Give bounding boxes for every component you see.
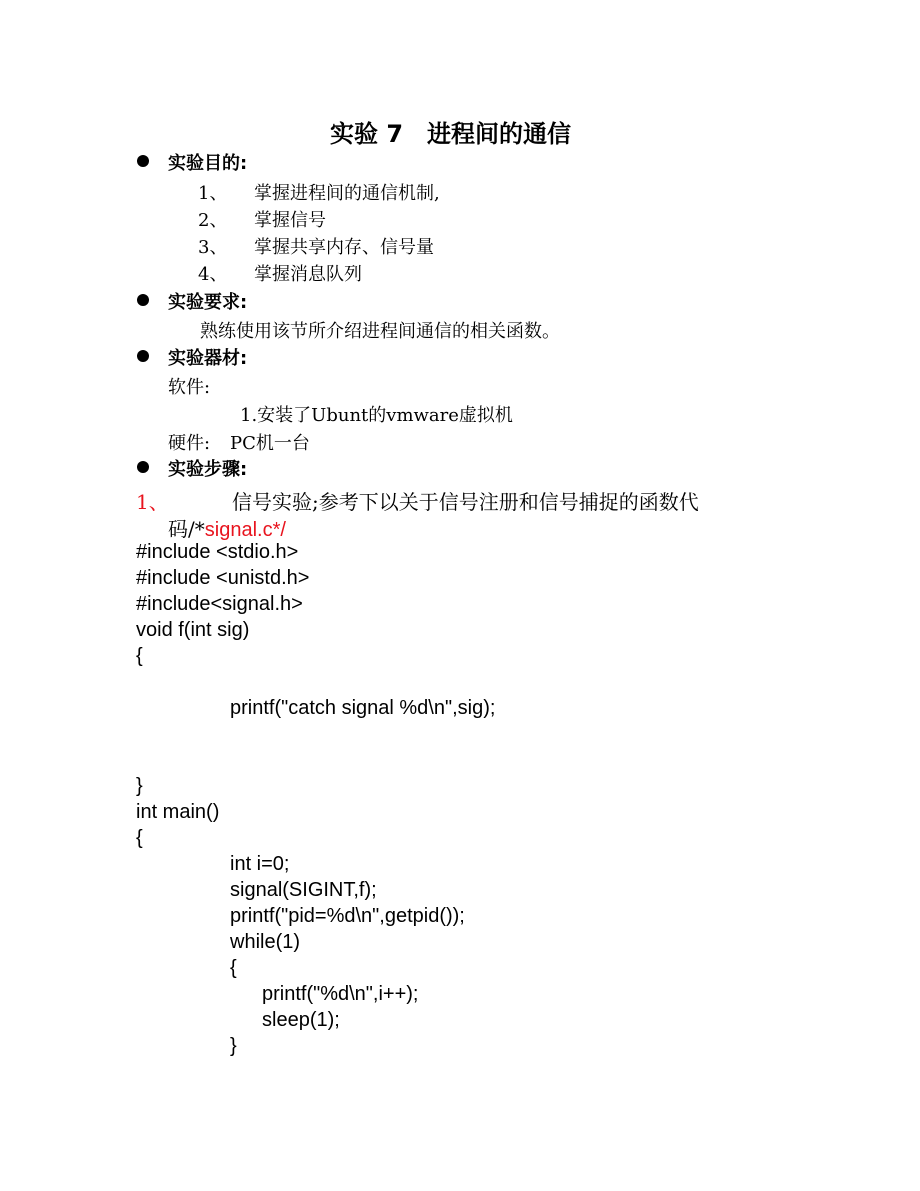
bullet-icon [137,350,149,362]
purpose-item-text: 掌握共享内存、信号量 [254,237,434,258]
hardware-value: PC机一台 [230,433,310,454]
section-heading-purpose: 实验目的: [168,153,248,174]
software-label: 软件: [168,377,211,398]
code-line: } [230,1035,237,1057]
purpose-item-number: 4、 [198,264,228,285]
section-heading-steps: 实验步骤: [168,459,248,480]
step-number: 1、 [136,490,169,514]
code-line: sleep(1); [262,1009,340,1031]
step-filename-line [168,513,286,542]
code-line: void f(int sig) [136,619,250,641]
requirement-text: 熟练使用该节所介绍进程间通信的相关函数。 [200,321,560,342]
page-title: 实验 7 进程间的通信 [330,120,572,148]
code-line: #include <stdio.h> [136,541,299,563]
step-filename: signal.c*/ [204,519,286,541]
purpose-item-number: 2、 [198,210,228,231]
purpose-item-text: 掌握信号 [254,210,326,231]
purpose-item-number: 1、 [198,183,228,204]
code-line: int main() [136,801,220,823]
step-text: 信号实验;参考下以关于信号注册和信号捕捉的函数代 [232,490,699,514]
code-line: signal(SIGINT,f); [230,879,377,901]
code-line: while(1) [230,931,301,953]
code-line: { [136,827,143,849]
bullet-icon [137,294,149,306]
code-line: printf("catch signal %d\n",sig); [230,697,496,719]
hardware-label: 硬件: [168,433,211,454]
code-line: { [136,645,143,667]
section-heading-requirement: 实验要求: [168,292,248,313]
purpose-item-number: 3、 [198,237,228,258]
step-text-cont: 码/* [168,517,205,541]
bullet-icon [137,155,149,167]
code-line: #include<signal.h> [136,593,303,615]
code-line: } [136,775,143,797]
code-line: #include <unistd.h> [136,567,310,589]
section-heading-equipment: 实验器材: [168,348,248,369]
code-line: int i=0; [230,853,290,875]
code-line: { [230,957,237,979]
purpose-item-text: 掌握消息队列 [254,264,362,285]
purpose-item-text: 掌握进程间的通信机制, [254,183,440,204]
software-item: 1.安装了Ubunt的vmware虚拟机 [240,405,513,426]
bullet-icon [137,461,149,473]
code-line: printf("pid=%d\n",getpid()); [230,905,465,927]
code-line: printf("%d\n",i++); [262,983,419,1005]
